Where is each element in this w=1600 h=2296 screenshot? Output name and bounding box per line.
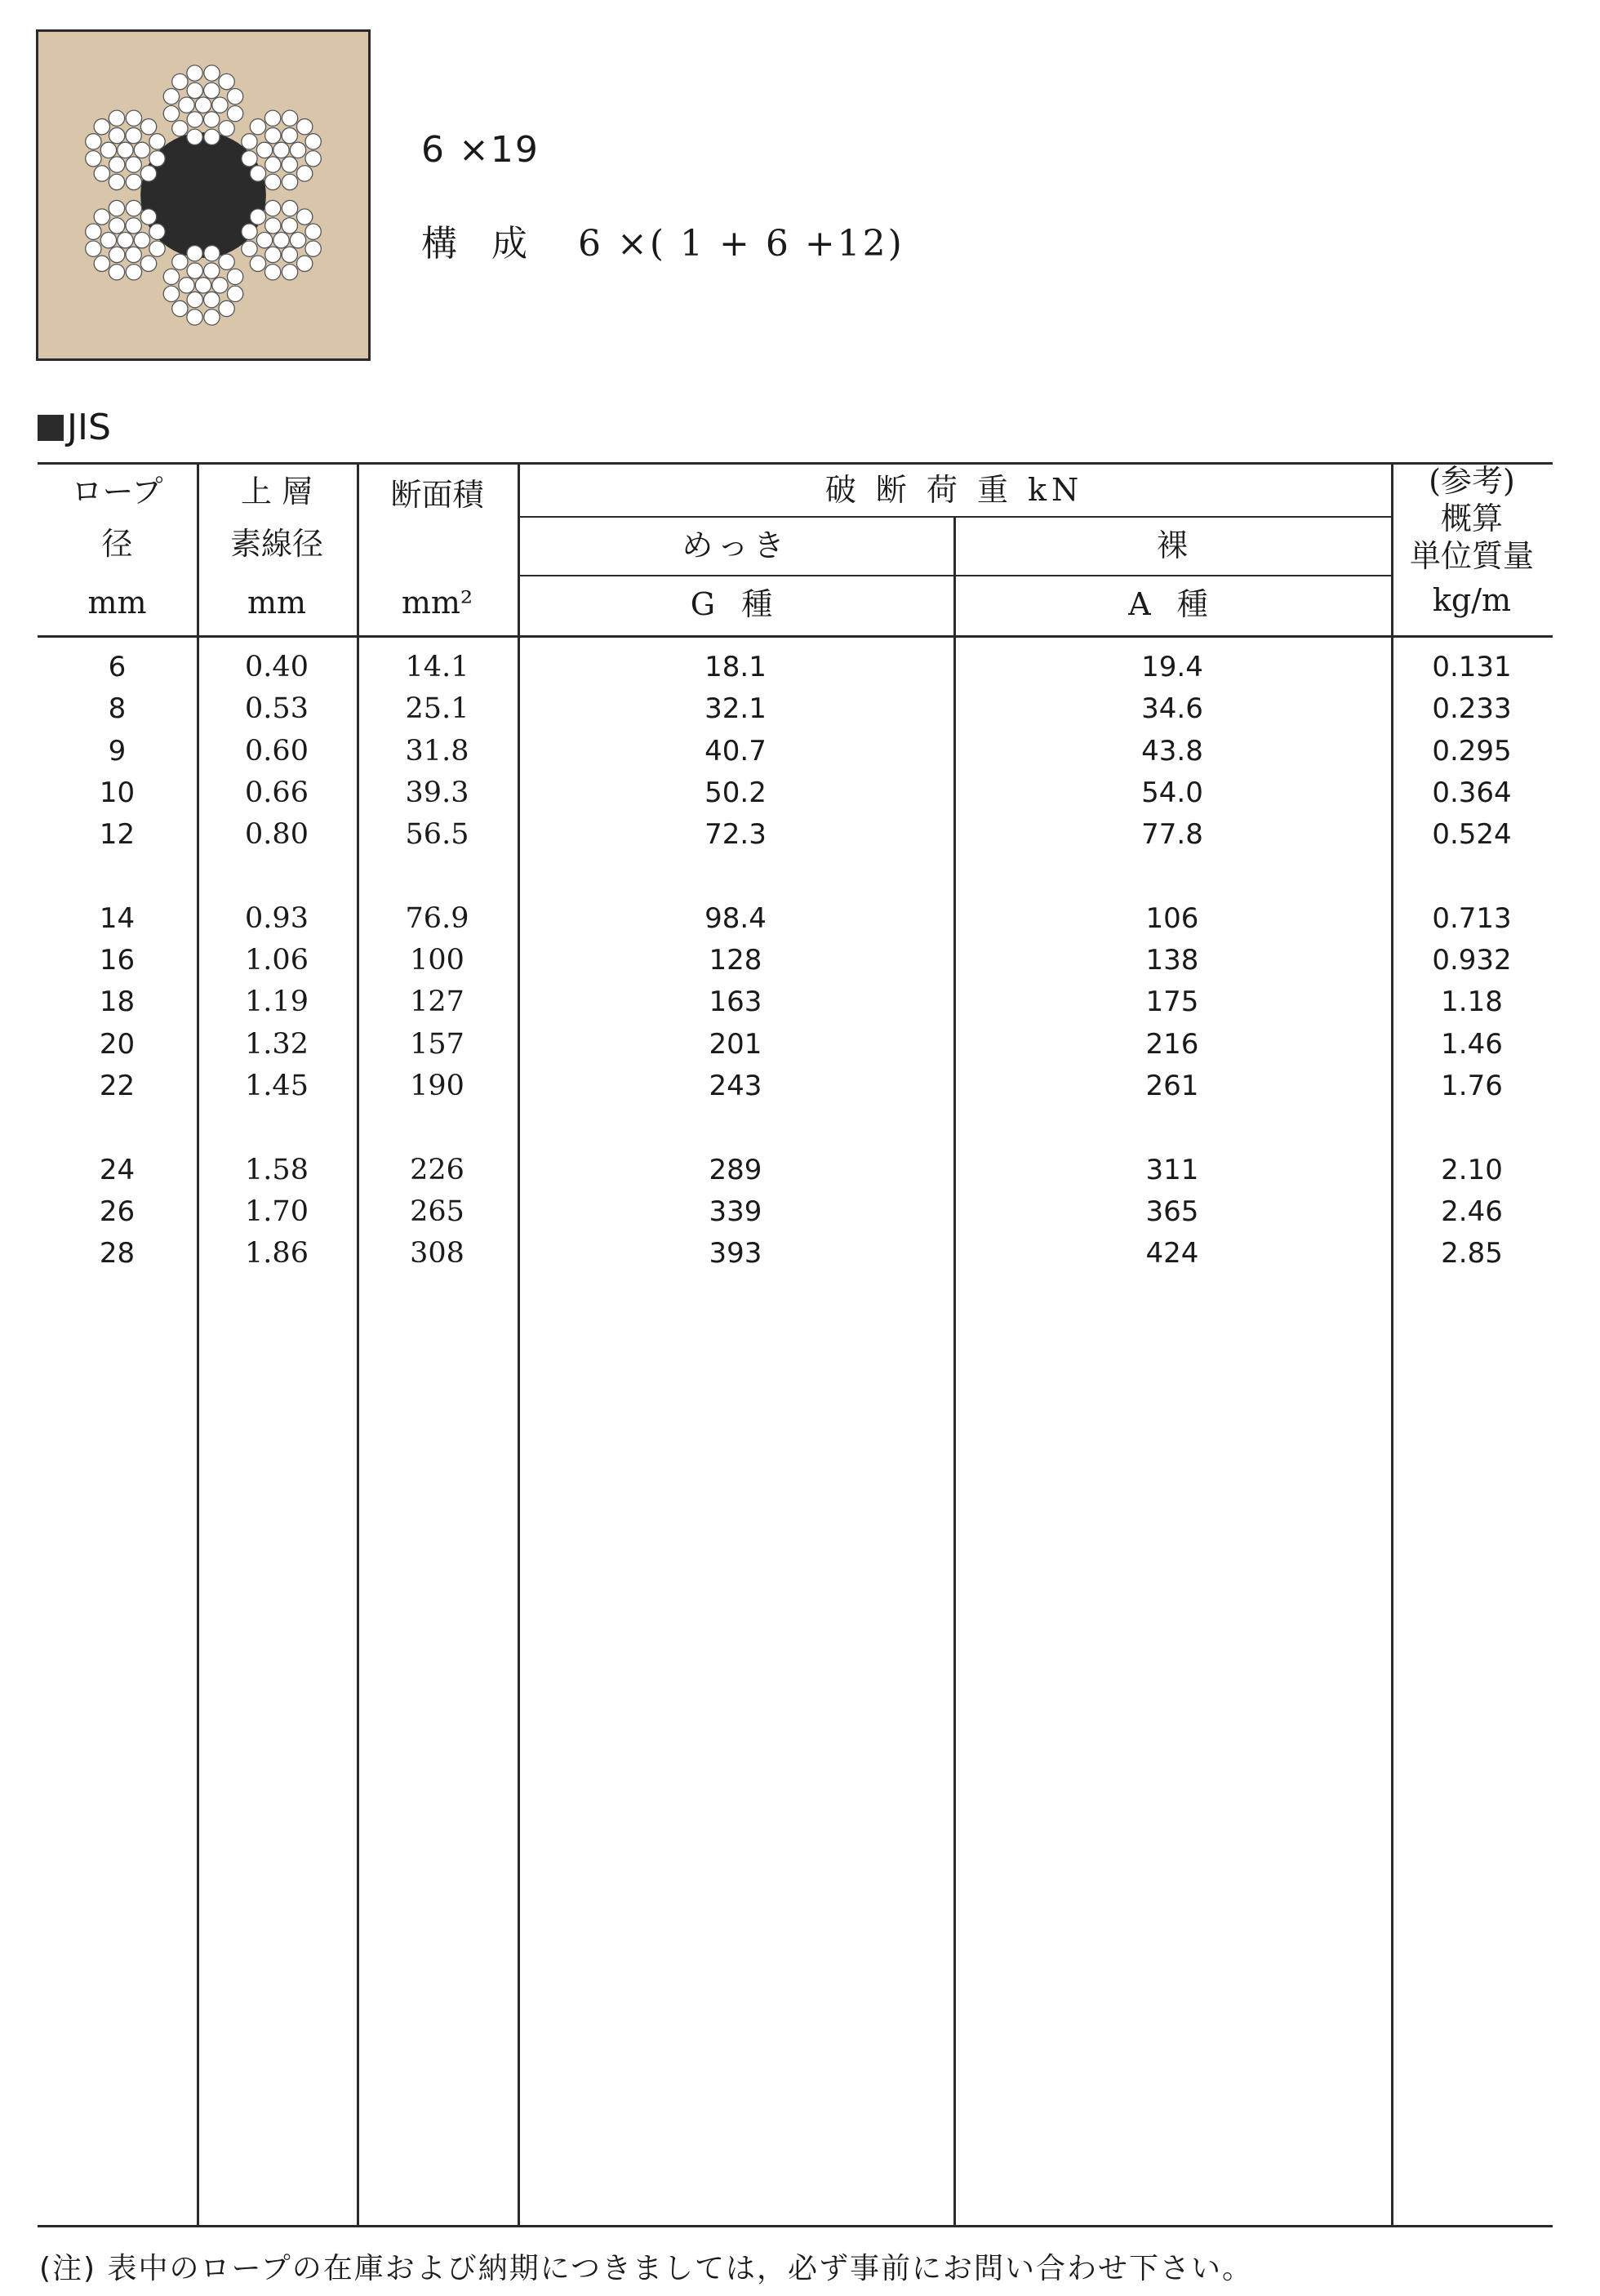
cell-rope-diameter: 22 <box>99 1070 136 1102</box>
rope-wire <box>86 241 101 256</box>
rope-wire <box>118 233 133 248</box>
cell-load-a: 175 <box>1145 986 1199 1019</box>
header-mass-line3: 単位質量 <box>1409 538 1534 574</box>
cell-load-a: 77.8 <box>1141 818 1203 852</box>
header-area-label: 断面積 <box>390 477 484 513</box>
cell-load-a: 424 <box>1145 1237 1199 1270</box>
rope-wire <box>204 129 220 145</box>
rope-wire <box>94 119 109 135</box>
cell-rope-diameter: 28 <box>99 1237 136 1270</box>
rope-wire <box>242 224 257 239</box>
rope-wire <box>140 119 156 135</box>
rope-wire <box>109 174 124 189</box>
rope-wire <box>109 110 124 126</box>
rope-wire <box>163 269 179 284</box>
rope-wire <box>109 127 125 143</box>
rope-strand <box>86 200 165 279</box>
rope-wire <box>250 209 265 225</box>
rope-wire <box>86 224 101 239</box>
header-bottom-rule <box>38 635 1553 638</box>
rope-wire <box>94 209 109 225</box>
rope-wire <box>282 265 297 280</box>
rope-wire <box>179 97 194 113</box>
cell-rope-diameter: 14 <box>99 901 136 935</box>
rope-wire <box>163 286 179 301</box>
rope-wire <box>227 269 242 284</box>
rope-wire <box>305 151 321 167</box>
rope-wire <box>149 151 165 167</box>
rope-wire <box>109 247 125 262</box>
cell-unit-mass: 0.364 <box>1432 776 1512 809</box>
cell-rope-diameter: 26 <box>99 1195 136 1228</box>
cell-wire-diameter: 1.19 <box>245 986 309 1019</box>
square-bullet-icon <box>38 415 64 441</box>
rope-strand <box>86 110 165 189</box>
rope-wire <box>126 174 141 189</box>
rope-wire <box>172 254 188 269</box>
cell-area: 127 <box>410 986 464 1019</box>
rope-wire <box>172 73 188 89</box>
cell-rope-diameter: 20 <box>99 1027 136 1061</box>
rope-wire <box>305 224 321 239</box>
rope-wire <box>94 166 109 181</box>
rope-wire <box>204 65 220 81</box>
rope-wire <box>256 233 272 248</box>
rope-wire <box>126 218 141 234</box>
cell-wire-diameter: 0.80 <box>245 818 309 852</box>
cell-rope-diameter: 12 <box>99 818 136 852</box>
cell-area: 25.1 <box>405 692 469 726</box>
rope-wire <box>204 112 220 127</box>
product-title: 6 ×19 <box>421 129 540 171</box>
cell-area: 226 <box>410 1153 464 1186</box>
rope-wire <box>242 241 257 256</box>
rope-wire <box>290 233 305 248</box>
cell-load-g: 393 <box>709 1237 762 1270</box>
rope-wire <box>282 157 297 172</box>
header-rope-line2: 径 <box>101 526 133 562</box>
cell-unit-mass: 0.295 <box>1432 734 1512 768</box>
header-breaking-load: 破 断 荷 重 kN <box>824 472 1084 508</box>
rope-wire <box>134 233 149 248</box>
header-mass-line2: 概算 <box>1440 501 1503 536</box>
rope-wire <box>219 254 234 269</box>
cell-area: 308 <box>410 1237 464 1270</box>
rope-strand <box>242 110 321 189</box>
rope-wire <box>100 142 116 158</box>
cell-unit-mass: 1.46 <box>1441 1027 1503 1061</box>
rope-wire <box>265 127 281 143</box>
rope-wire <box>187 291 202 307</box>
construction-line <box>421 214 904 266</box>
rope-wire <box>187 129 202 145</box>
cell-area: 14.1 <box>405 651 469 683</box>
rope-wire <box>118 142 133 158</box>
cell-rope-diameter: 8 <box>108 692 127 726</box>
cell-load-g: 32.1 <box>704 692 767 726</box>
rope-wire <box>282 247 297 262</box>
header-mass-line1: (参考) <box>1429 463 1515 499</box>
rope-wire <box>297 166 313 181</box>
cell-wire-diameter: 0.93 <box>245 901 309 935</box>
cell-wire-diameter: 0.40 <box>245 651 309 683</box>
rope-wire <box>265 247 281 262</box>
cell-wire-diameter: 1.86 <box>245 1237 309 1270</box>
rope-cross-section-drawing <box>38 32 368 358</box>
cell-load-g: 128 <box>709 944 762 977</box>
rope-wire <box>109 265 124 280</box>
cell-unit-mass: 1.18 <box>1441 986 1503 1019</box>
rope-wire <box>227 89 242 105</box>
cell-load-g: 72.3 <box>704 818 767 852</box>
header-mass-unit: kg/m <box>1432 582 1512 618</box>
rope-wire <box>187 112 202 127</box>
rope-wire <box>163 89 179 105</box>
rope-wire <box>149 134 165 149</box>
cell-load-g: 40.7 <box>704 734 767 768</box>
rope-wire <box>305 134 321 149</box>
rope-wire <box>282 110 297 126</box>
rope-wire <box>227 105 242 121</box>
header-wire-unit: mm <box>247 585 307 621</box>
cell-wire-diameter: 1.06 <box>245 944 309 977</box>
rope-wire <box>264 200 280 216</box>
rope-wire <box>282 174 297 189</box>
cell-unit-mass: 0.524 <box>1432 818 1512 852</box>
header-wire-line2: 素線径 <box>229 526 323 562</box>
rope-wire <box>179 278 194 293</box>
rope-wire <box>297 209 313 225</box>
rope-wire <box>126 265 141 280</box>
cell-load-a: 19.4 <box>1141 651 1203 683</box>
cell-load-a: 106 <box>1145 901 1199 935</box>
rope-wire <box>140 256 156 271</box>
cell-wire-diameter: 1.32 <box>245 1027 309 1061</box>
rope-wire <box>187 309 202 325</box>
rope-wire <box>204 246 220 261</box>
rope-strand <box>242 200 321 279</box>
cell-load-g: 163 <box>709 986 762 1019</box>
header-bare: 裸 <box>1156 527 1188 563</box>
table-top-rule <box>38 462 1553 465</box>
cell-load-g: 289 <box>709 1153 762 1186</box>
rope-wire <box>172 300 188 316</box>
cell-unit-mass: 0.131 <box>1432 651 1512 683</box>
cell-area: 190 <box>410 1070 464 1102</box>
rope-wire <box>282 218 297 234</box>
rope-wire <box>187 82 202 98</box>
construction-label: 構 成 <box>421 223 539 265</box>
cell-wire-diameter: 1.70 <box>245 1195 309 1228</box>
cell-rope-diameter: 16 <box>99 944 136 977</box>
cell-load-g: 50.2 <box>704 776 767 809</box>
rope-wire <box>264 110 280 126</box>
rope-wire <box>265 157 281 172</box>
cell-load-a: 138 <box>1145 944 1199 977</box>
rope-wire <box>126 110 141 126</box>
rope-wire <box>250 119 265 135</box>
rope-wire <box>219 121 234 136</box>
header-wire-line1: 上 層 <box>240 474 313 509</box>
spec-table <box>38 462 1553 2227</box>
cell-area: 31.8 <box>405 734 469 768</box>
cell-unit-mass: 2.10 <box>1441 1153 1503 1186</box>
cell-load-g: 339 <box>709 1195 762 1228</box>
cell-area: 76.9 <box>405 901 469 935</box>
header-plated-grade: G 種 <box>690 586 781 622</box>
cell-load-a: 365 <box>1145 1195 1199 1228</box>
rope-wire <box>94 256 109 271</box>
construction-value: 6 ×( 1 + 6 +12) <box>578 223 904 265</box>
rope-wire <box>126 157 141 172</box>
rope-wire <box>250 256 265 271</box>
rope-wire <box>149 241 165 256</box>
rope-wire <box>273 233 289 248</box>
table-bottom-rule <box>38 2225 1553 2227</box>
rope-wire <box>212 97 228 113</box>
rope-wire <box>273 142 289 158</box>
cell-load-g: 243 <box>709 1070 762 1102</box>
cell-wire-diameter: 0.66 <box>245 776 309 809</box>
rope-wire <box>256 142 272 158</box>
rope-wire <box>126 127 141 143</box>
rope-wire <box>86 151 101 167</box>
cell-load-a: 43.8 <box>1141 734 1203 768</box>
rope-wire <box>290 142 305 158</box>
header-bare-grade: A 種 <box>1128 586 1216 622</box>
cell-load-g: 201 <box>709 1027 762 1061</box>
rope-wire <box>219 300 234 316</box>
cell-unit-mass: 0.233 <box>1432 692 1512 726</box>
rope-wire <box>204 263 220 278</box>
rope-wire <box>242 151 257 167</box>
header-area-unit: mm² <box>401 585 473 621</box>
section-label: JIS <box>67 407 111 448</box>
section-heading <box>38 407 111 448</box>
rope-wire <box>126 200 141 216</box>
rope-wire <box>219 73 234 89</box>
cell-area: 39.3 <box>405 776 469 809</box>
rope-wire <box>264 265 280 280</box>
header-rope-unit: mm <box>87 585 147 621</box>
rope-wire <box>297 119 313 135</box>
rope-wire <box>204 82 220 98</box>
cell-area: 56.5 <box>405 818 469 852</box>
rope-wire <box>109 157 125 172</box>
cell-unit-mass: 0.713 <box>1432 901 1512 935</box>
header-plated: めっき <box>682 527 789 563</box>
rope-wire <box>212 278 228 293</box>
cell-unit-mass: 2.46 <box>1441 1195 1503 1228</box>
cell-area: 265 <box>410 1195 464 1228</box>
header-rope-line1: ロープ <box>71 474 163 509</box>
cell-rope-diameter: 10 <box>99 776 136 809</box>
cell-load-a: 54.0 <box>1141 776 1203 809</box>
rope-wire <box>140 166 156 181</box>
cell-load-a: 311 <box>1145 1153 1199 1186</box>
cell-area: 100 <box>410 944 464 977</box>
cell-rope-diameter: 6 <box>108 651 127 683</box>
rope-wire <box>140 209 156 225</box>
rope-wire <box>250 166 265 181</box>
rope-wire <box>187 246 202 261</box>
rope-wire <box>227 286 242 301</box>
rope-wire <box>163 105 179 121</box>
rope-wire <box>204 309 220 325</box>
cell-area: 157 <box>410 1027 464 1061</box>
cell-rope-diameter: 24 <box>99 1153 136 1186</box>
rope-wire <box>149 224 165 239</box>
rope-cross-section-image <box>36 29 371 361</box>
rope-wire <box>134 142 149 158</box>
footnote: (注) 表中のロープの在庫および納期につきましては，必ず事前にお問い合わせ下さい。 <box>39 2252 1254 2285</box>
rope-wire <box>187 263 202 278</box>
cell-wire-diameter: 1.45 <box>245 1070 309 1102</box>
rope-wire <box>126 247 141 262</box>
rope-wire <box>187 65 202 81</box>
rope-wire <box>172 121 188 136</box>
rope-wire <box>282 127 297 143</box>
cell-wire-diameter: 0.53 <box>245 692 309 726</box>
cell-load-a: 261 <box>1145 1070 1199 1102</box>
rope-wire <box>109 200 124 216</box>
cell-unit-mass: 1.76 <box>1441 1070 1503 1102</box>
rope-wire <box>265 218 281 234</box>
cell-rope-diameter: 18 <box>99 986 136 1019</box>
cell-load-a: 34.6 <box>1141 692 1203 726</box>
rope-wire <box>264 174 280 189</box>
rope-wire <box>195 97 211 113</box>
rope-wire <box>242 134 257 149</box>
cell-wire-diameter: 0.60 <box>245 734 309 768</box>
rope-wire <box>282 200 297 216</box>
rope-wire <box>109 218 125 234</box>
cell-rope-diameter: 9 <box>108 734 127 768</box>
cell-unit-mass: 2.85 <box>1441 1237 1503 1270</box>
cell-unit-mass: 0.932 <box>1432 944 1512 977</box>
rope-wire <box>297 256 313 271</box>
cell-wire-diameter: 1.58 <box>245 1153 309 1186</box>
rope-wire <box>86 134 101 149</box>
rope-wire <box>305 241 321 256</box>
cell-load-g: 98.4 <box>704 901 767 935</box>
rope-wire <box>100 233 116 248</box>
cell-load-g: 18.1 <box>704 651 767 683</box>
rope-wire <box>204 291 220 307</box>
rope-wire <box>195 278 211 293</box>
cell-load-a: 216 <box>1145 1027 1199 1061</box>
